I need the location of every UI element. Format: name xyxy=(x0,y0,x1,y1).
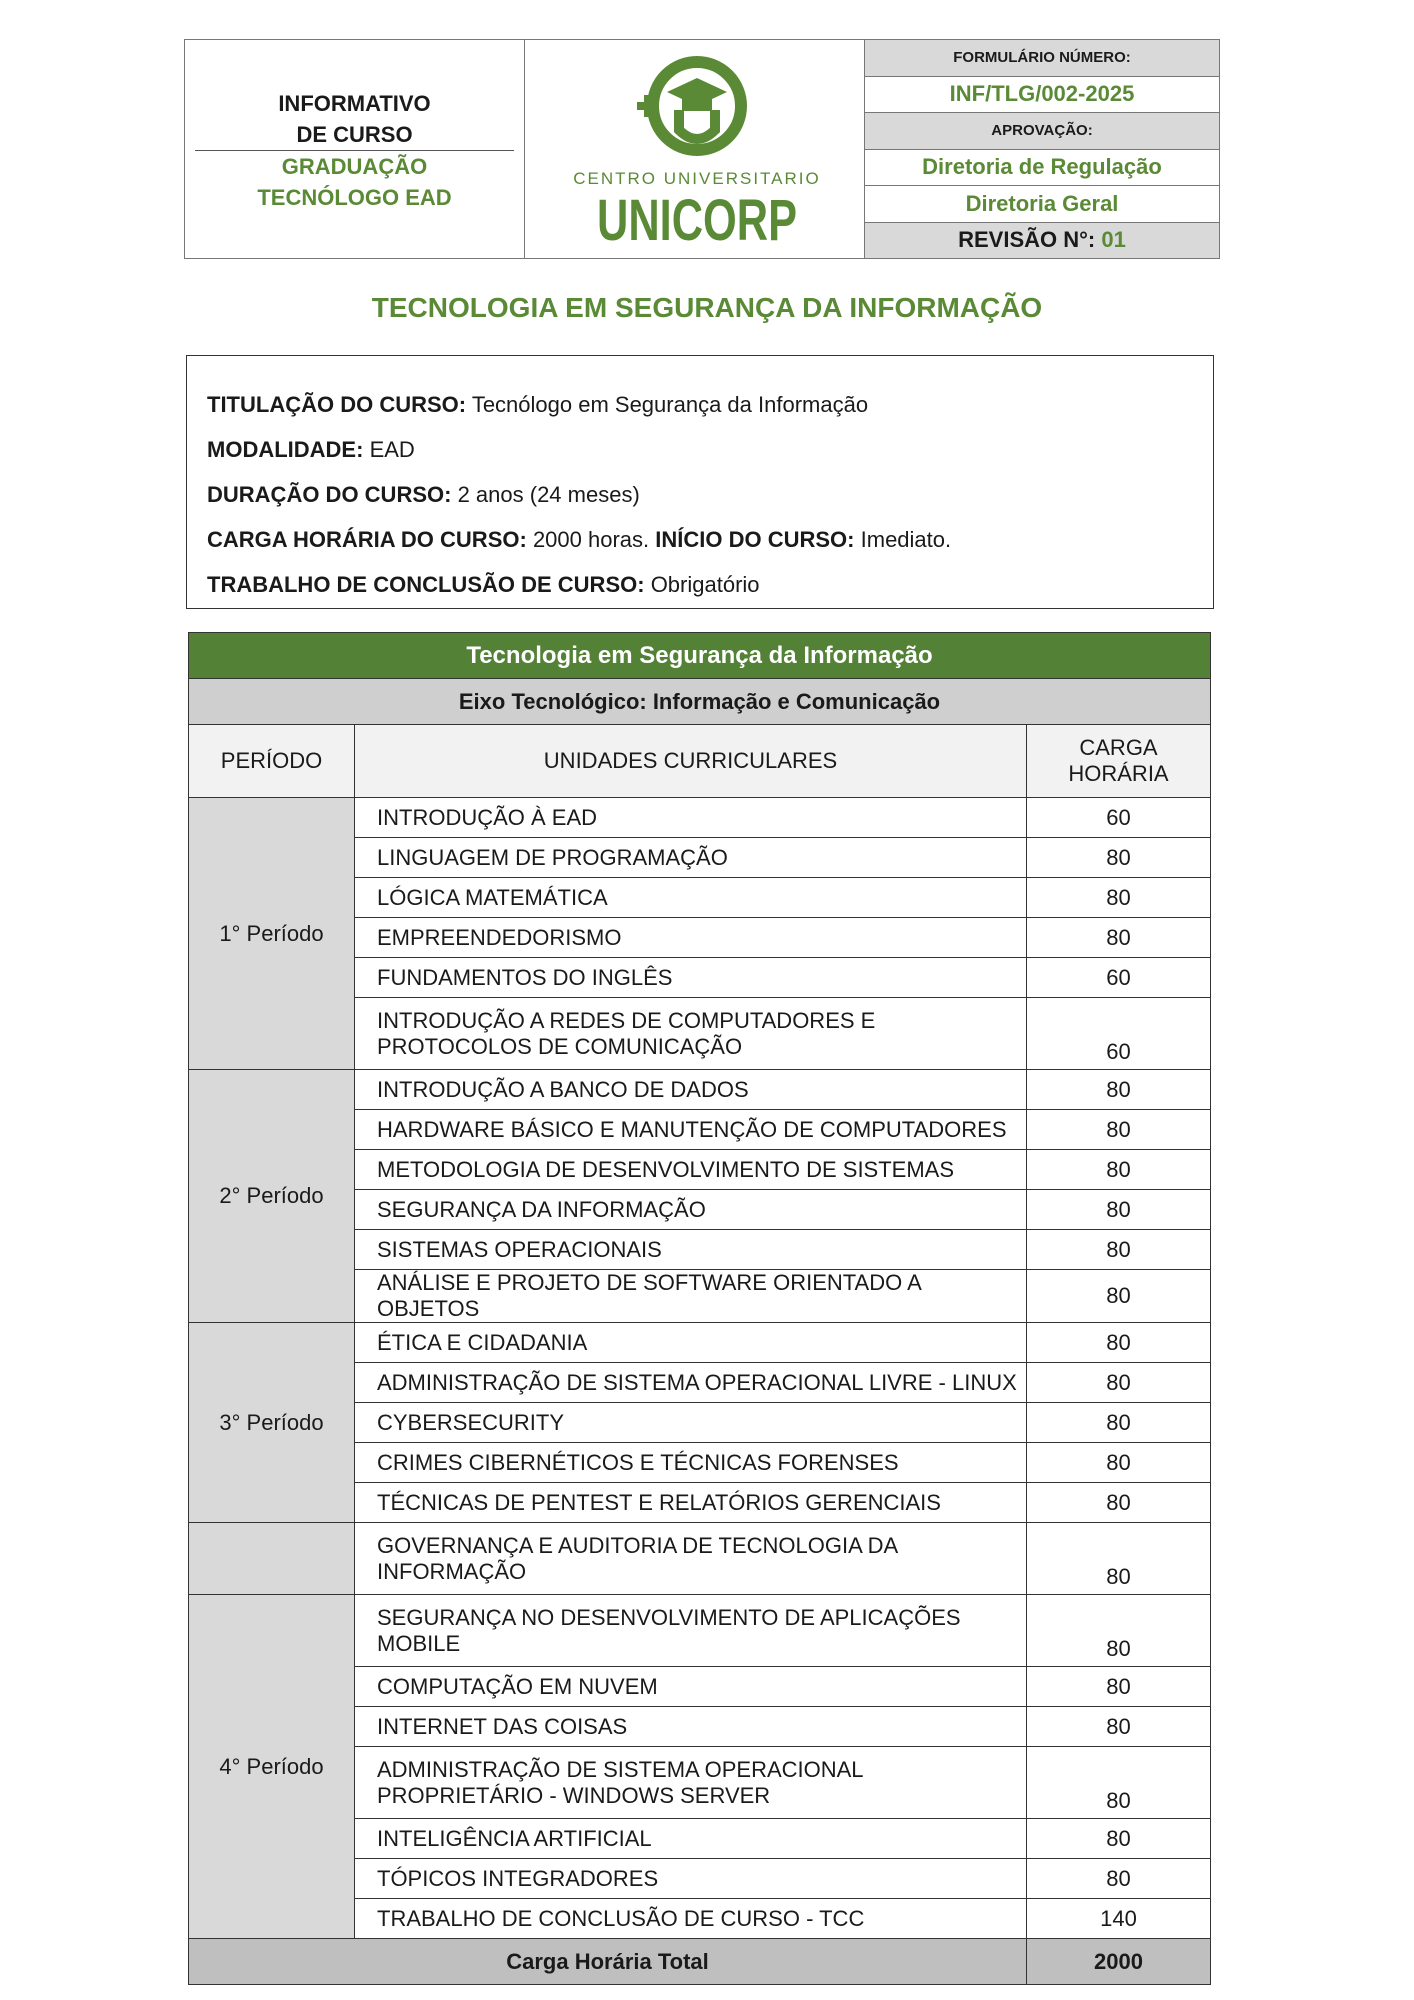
level-line1: GRADUAÇÃO xyxy=(281,154,428,179)
table-row-unit: SISTEMAS OPERACIONAIS xyxy=(355,1230,1027,1270)
table-row-unit: ANÁLISE E PROJETO DE SOFTWARE ORIENTADO A OBJETOS xyxy=(355,1270,1027,1323)
page-title: TECNOLOGIA EM SEGURANÇA DA INFORMAÇÃO xyxy=(371,292,1043,323)
total-label: Carga Horária Total xyxy=(189,1939,1027,1985)
period-3: 3° Período xyxy=(189,1323,355,1523)
logo-subtitle: CENTRO UNIVERSITARIO xyxy=(573,169,821,188)
revision-value: 01 xyxy=(1101,227,1126,253)
table-banner: Tecnologia em Segurança da Informação xyxy=(189,633,1211,679)
table-row-unit: INTERNET DAS COISAS xyxy=(355,1707,1027,1747)
period-empty xyxy=(189,1523,355,1595)
table-row-unit: ADMINISTRAÇÃO DE SISTEMA OPERACIONAL LIVRE - LINUX xyxy=(355,1363,1027,1403)
table-row-hours: 80 xyxy=(1027,1110,1211,1150)
table-row-unit: INTRODUÇÃO A REDES DE COMPUTADORES E PROTOCOLOS DE COMUNICAÇÃO xyxy=(355,998,1027,1070)
table-row-hours: 80 xyxy=(1027,1070,1211,1110)
table-row-unit: ÉTICA E CIDADANIA xyxy=(355,1323,1027,1363)
col-header-units: UNIDADES CURRICULARES xyxy=(355,725,1027,798)
info-value: Obrigatório xyxy=(650,572,760,597)
table-row-hours: 80 xyxy=(1027,1819,1211,1859)
approval-label: APROVAÇÃO: xyxy=(865,113,1219,150)
table-row-hours: 80 xyxy=(1027,1190,1211,1230)
table-row-unit: SEGURANÇA NO DESENVOLVIMENTO DE APLICAÇÕES MOBILE xyxy=(355,1595,1027,1667)
table-row-hours: 80 xyxy=(1027,1595,1211,1667)
info-tcc xyxy=(207,562,1193,607)
table-row-hours: 80 xyxy=(1027,1270,1211,1323)
period-1: 1° Período xyxy=(189,798,355,1070)
info-modalidade xyxy=(207,427,1193,472)
info-label: DURAÇÃO DO CURSO: xyxy=(207,482,452,507)
table-row-unit: METODOLOGIA DE DESENVOLVIMENTO DE SISTEMAS xyxy=(355,1150,1027,1190)
info-value: Tecnólogo em Segurança da Informação xyxy=(471,392,869,417)
table-row-unit: INTRODUÇÃO A BANCO DE DADOS xyxy=(355,1070,1027,1110)
table-row-hours: 80 xyxy=(1027,1150,1211,1190)
table-row-hours: 80 xyxy=(1027,1403,1211,1443)
info-label: TRABALHO DE CONCLUSÃO DE CURSO: xyxy=(207,572,645,597)
table-row-hours: 80 xyxy=(1027,1859,1211,1899)
table-row-unit: LINGUAGEM DE PROGRAMAÇÃO xyxy=(355,838,1027,878)
table-row-hours: 140 xyxy=(1027,1899,1211,1939)
table-row-unit: LÓGICA MATEMÁTICA xyxy=(355,878,1027,918)
period-4: 4° Período xyxy=(189,1595,355,1939)
logo-name: UNICORP xyxy=(597,188,797,253)
table-row-hours: 80 xyxy=(1027,838,1211,878)
table-row-hours: 80 xyxy=(1027,1323,1211,1363)
approval-general: Diretoria Geral xyxy=(865,186,1219,223)
info-duracao xyxy=(207,472,1193,517)
table-row-hours: 80 xyxy=(1027,878,1211,918)
table-row-unit: INTELIGÊNCIA ARTIFICIAL xyxy=(355,1819,1027,1859)
form-number-label: FORMULÁRIO NÚMERO: xyxy=(865,40,1219,77)
table-row-hours: 80 xyxy=(1027,1363,1211,1403)
info-value: EAD xyxy=(369,437,415,462)
doc-type-line2: DE CURSO xyxy=(296,122,413,147)
table-row-hours: 80 xyxy=(1027,1230,1211,1270)
table-row-unit: INTRODUÇÃO À EAD xyxy=(355,798,1027,838)
revision-label: REVISÃO N°: xyxy=(958,227,1096,253)
table-row-unit: EMPREENDEDORISMO xyxy=(355,918,1027,958)
table-row-unit: GOVERNANÇA E AUDITORIA DE TECNOLOGIA DA INFORMAÇÃO xyxy=(355,1523,1027,1595)
info-label: MODALIDADE: xyxy=(207,437,364,462)
approval-regulation: Diretoria de Regulação xyxy=(865,150,1219,187)
table-row-hours: 80 xyxy=(1027,1523,1211,1595)
header-doc-type-cell xyxy=(185,40,525,258)
info-titulacao xyxy=(207,382,1193,427)
table-row-hours: 60 xyxy=(1027,958,1211,998)
table-row-hours: 80 xyxy=(1027,1483,1211,1523)
table-row-hours: 60 xyxy=(1027,798,1211,838)
info-label: INÍCIO DO CURSO: xyxy=(655,527,855,552)
table-row-unit: SEGURANÇA DA INFORMAÇÃO xyxy=(355,1190,1027,1230)
table-row-unit: TÉCNICAS DE PENTEST E RELATÓRIOS GERENCIAIS xyxy=(355,1483,1027,1523)
info-value: 2 anos (24 meses) xyxy=(457,482,640,507)
table-row-unit: CYBERSECURITY xyxy=(355,1403,1027,1443)
table-row-hours: 60 xyxy=(1027,998,1211,1070)
info-value: Imediato. xyxy=(860,527,952,552)
header-logo-cell xyxy=(525,40,865,258)
table-row-unit: TÓPICOS INTEGRADORES xyxy=(355,1859,1027,1899)
table-row-hours: 80 xyxy=(1027,918,1211,958)
course-info-box xyxy=(186,355,1214,609)
info-label: TITULAÇÃO DO CURSO: xyxy=(207,392,467,417)
doc-type-line1: INFORMATIVO xyxy=(278,91,431,116)
col-header-hours-2: HORÁRIA xyxy=(1068,761,1169,786)
col-header-hours-1: CARGA xyxy=(1079,735,1158,760)
total-value: 2000 xyxy=(1027,1939,1211,1985)
table-row-unit: CRIMES CIBERNÉTICOS E TÉCNICAS FORENSES xyxy=(355,1443,1027,1483)
revision xyxy=(865,223,1219,259)
table-row-hours: 80 xyxy=(1027,1443,1211,1483)
info-carga-inicio xyxy=(207,517,1193,562)
table-row-hours: 80 xyxy=(1027,1747,1211,1819)
table-axis: Eixo Tecnológico: Informação e Comunicação xyxy=(189,679,1211,725)
level-line2: TECNÓLOGO EAD xyxy=(257,185,452,210)
table-row-unit: TRABALHO DE CONCLUSÃO DE CURSO - TCC xyxy=(355,1899,1027,1939)
table-row-hours: 80 xyxy=(1027,1667,1211,1707)
table-row-unit: COMPUTAÇÃO EM NUVEM xyxy=(355,1667,1027,1707)
table-row-unit: ADMINISTRAÇÃO DE SISTEMA OPERACIONAL PROPRIETÁRIO - WINDOWS SERVER xyxy=(355,1747,1027,1819)
col-header-period: PERÍODO xyxy=(189,725,355,798)
info-value: 2000 horas. xyxy=(532,527,650,552)
table-row-unit: HARDWARE BÁSICO E MANUTENÇÃO DE COMPUTADORES xyxy=(355,1110,1027,1150)
curriculum-table xyxy=(188,632,1211,1985)
col-header-hours xyxy=(1027,725,1211,798)
table-row-unit: FUNDAMENTOS DO INGLÊS xyxy=(355,958,1027,998)
unicorp-logo-icon xyxy=(525,40,865,258)
table-row-hours: 80 xyxy=(1027,1707,1211,1747)
form-number: INF/TLG/002-2025 xyxy=(865,77,1219,114)
info-label: CARGA HORÁRIA DO CURSO: xyxy=(207,527,527,552)
document-header xyxy=(184,39,1220,259)
header-form-info-cell xyxy=(865,40,1219,258)
period-2: 2° Período xyxy=(189,1070,355,1323)
